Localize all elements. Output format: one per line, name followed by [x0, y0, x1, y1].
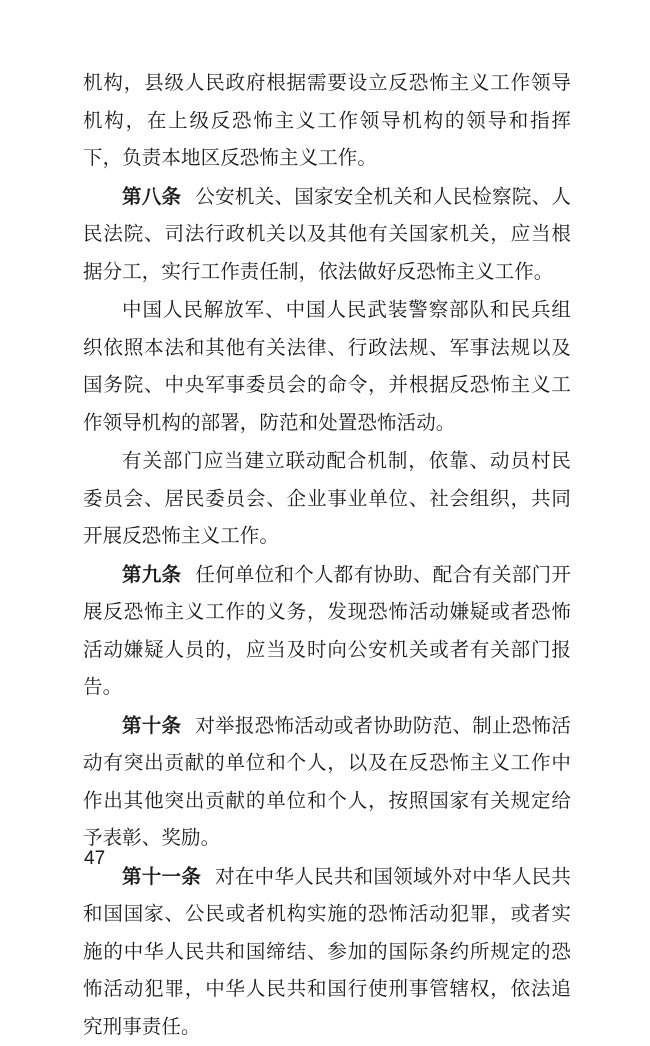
- article-8-paragraph-3: [83, 442, 571, 555]
- page-number: 47: [84, 848, 106, 869]
- paragraph-text: 对举报恐怖活动或者协助防范、制止恐怖活动有突出贡献的单位和个人，以及在反恐怖主义工作中作出其他突出贡献的单位和个人，按照国家有关规定给予表彰、奖励。: [83, 713, 571, 849]
- article-8-paragraph-2: [83, 291, 571, 441]
- paragraph-text: 对在中华人民共和国领域外对中华人民共和国国家、公民或者机构实施的恐怖活动犯罪，或者实施的中华人民共和国缔结、参加的国际条约所规定的恐怖活动犯罪，中华人民共和国行使刑事管辖权，依法追究刑事责任。: [83, 864, 571, 1038]
- paragraph-text: 中国人民解放军、中国人民武装警察部队和民兵组织依照本法和其他有关法律、行政法规、军事法规以及国务院、中央军事委员会的命令，并根据反恐怖主义工作领导机构的部署，防范和处置恐怖活动。: [83, 298, 571, 434]
- article-8: [83, 178, 571, 291]
- paragraph-text: 公安机关、国家安全机关和人民检察院、人民法院、司法行政机关以及其他有关国家机关，应当根据分工，实行工作责任制，依法做好反恐怖主义工作。: [83, 184, 571, 283]
- article-heading: 第八条: [122, 184, 182, 208]
- article-9: [83, 556, 571, 706]
- document-body: [83, 64, 571, 1046]
- paragraph-text: 有关部门应当建立联动配合机制，依靠、动员村民委员会、居民委员会、企业事业单位、社会组织，共同开展反恐怖主义工作。: [83, 449, 571, 547]
- article-heading: 第十条: [122, 713, 182, 737]
- paragraph-text: 任何单位和个人都有协助、配合有关部门开展反恐怖主义工作的义务，发现恐怖活动嫌疑或者恐怖活动嫌疑人员的，应当及时向公安机关或者有关部门报告。: [83, 562, 571, 698]
- article-10: [83, 707, 571, 857]
- paragraph-text: 机构，县级人民政府根据需要设立反恐怖主义工作领导机构，在上级反恐怖主义工作领导机构的领导和指挥下，负责本地区反恐怖主义工作。: [83, 71, 571, 169]
- article-11: [83, 858, 571, 1046]
- article-heading: 第十一条: [122, 864, 202, 888]
- article-heading: 第九条: [122, 562, 182, 586]
- paragraph-continuation: [83, 64, 571, 177]
